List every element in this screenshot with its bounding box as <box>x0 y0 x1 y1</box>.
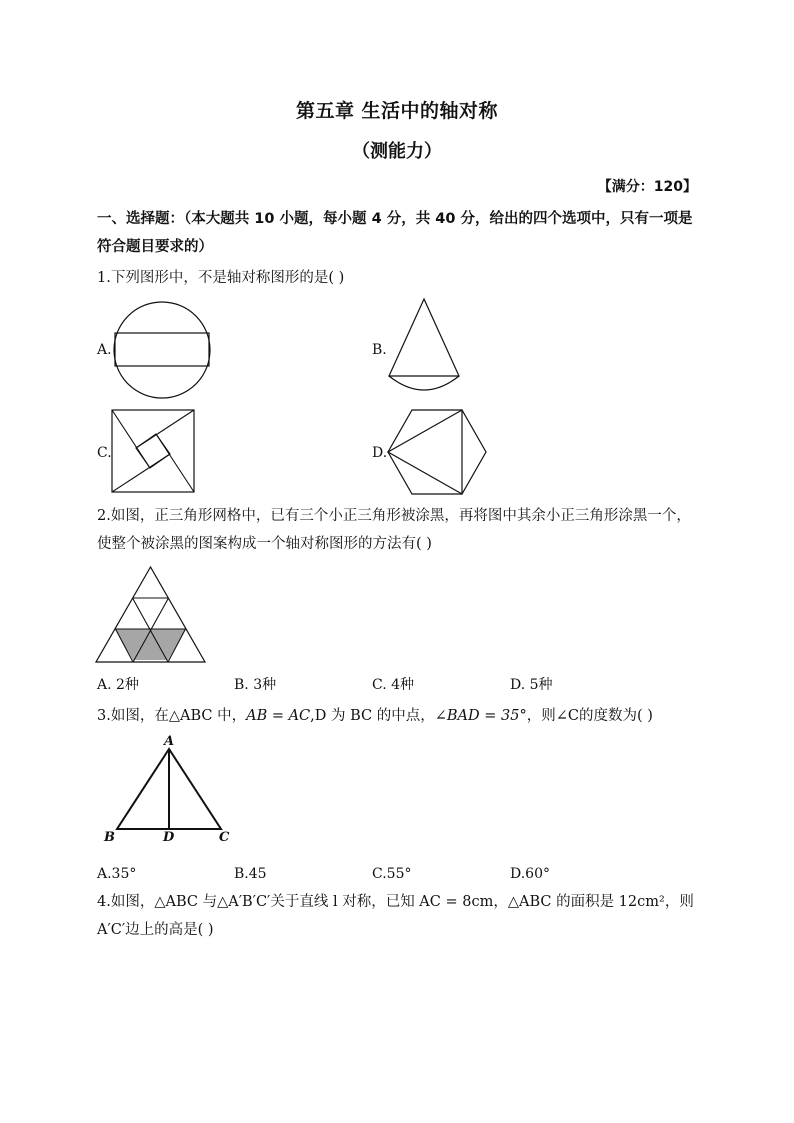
q3-option-d: D.60° <box>510 866 550 882</box>
q3-stem-part: ,D 为 BC 的中点， <box>310 708 435 724</box>
q3-angle: ∠BAD = 35° <box>434 708 527 724</box>
q1-option-a-label: A. <box>97 342 112 358</box>
page-subtitle: （测能力） <box>352 141 442 162</box>
cone-base-arc <box>389 376 459 390</box>
q1-figure-b <box>386 296 464 396</box>
question-3-stem <box>97 702 697 730</box>
hexagon-shape <box>388 410 486 494</box>
q2-triangle-grid <box>95 566 207 664</box>
point-label-d: D <box>163 830 175 845</box>
question-4-stem: 4.如图，△ABC 与△A′B′C′关于直线 l 对称，已知 AC = 8cm，△ABC 的面积是 12cm²，则 A′C′边上的高是( ) <box>97 894 694 938</box>
question-1-stem: 1.下列图形中，不是轴对称图形的是( ) <box>97 270 345 286</box>
q1-figure-d <box>386 407 488 497</box>
circle-shape <box>114 302 210 398</box>
q1-option-b-label: B. <box>372 342 387 358</box>
q1-figure-c <box>110 408 196 494</box>
q3-option-b: B.45 <box>234 866 267 882</box>
outer-square <box>112 410 194 492</box>
q3-stem-part: 3.如图，在△ABC 中， <box>97 708 247 724</box>
inner-triangle <box>388 410 462 494</box>
rectangle-shape <box>115 333 209 366</box>
q2-option-c: C. 4种 <box>372 677 415 693</box>
q1-option-d-label: D. <box>372 445 388 461</box>
q3-option-a: A.35° <box>97 866 137 882</box>
vertex-label-c: C <box>219 830 230 845</box>
q3-option-c: C.55° <box>372 866 412 882</box>
section-heading: 一、选择题：（本大题共 10 小题，每小题 4 分，共 40 分，给出的四个选项中，只有一项是符合题目要求的） <box>97 211 693 255</box>
cone-triangle <box>389 299 459 376</box>
q1-option-c-label: C. <box>97 445 112 461</box>
question-2-stem: 2.如图，正三角形网格中，已有三个小正三角形被涂黑，再将图中其余小正三角形涂黑一个，使整个被涂黑的图案构成一个轴对称图形的方法有( ) <box>97 508 691 552</box>
q3-figure <box>100 734 240 849</box>
q2-option-d: D. 5种 <box>510 677 553 693</box>
page-title: 第五章 生活中的轴对称 <box>295 100 499 122</box>
q3-equation: AB = AC <box>246 708 311 724</box>
vertex-label-b: B <box>104 830 115 845</box>
q2-option-a: A. 2种 <box>97 677 139 693</box>
q2-option-b: B. 3种 <box>234 677 277 693</box>
inner-square <box>136 434 170 468</box>
q1-figure-a <box>110 298 214 402</box>
score-label: 【满分：120】 <box>597 179 697 195</box>
q3-stem-part: ，则∠C的度数为( ) <box>526 708 653 724</box>
vertex-label-a: A <box>164 734 175 749</box>
